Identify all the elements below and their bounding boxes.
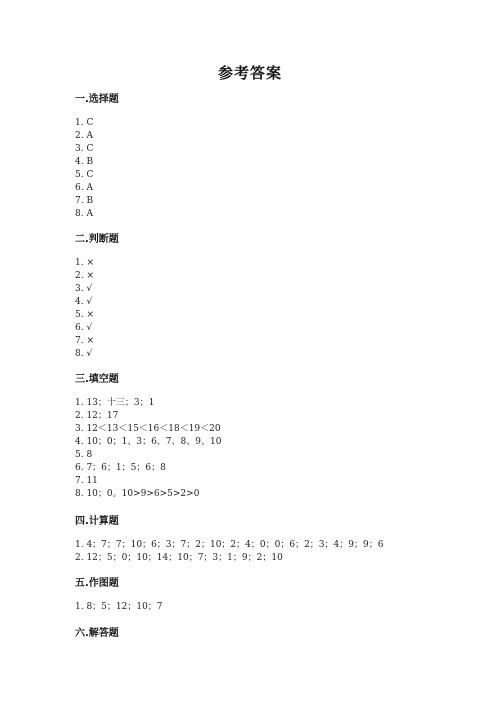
page-title: 参考答案: [217, 64, 282, 82]
answer-item: 3. √: [75, 284, 93, 294]
section-calculation: [75, 516, 435, 565]
answer-item: 2. ×: [75, 271, 94, 281]
answer-item: 3. 12＜13＜15＜16＜18＜19＜20: [75, 424, 221, 434]
answer-item: 1. C: [75, 118, 94, 128]
answer-item: 5. 8: [75, 450, 93, 460]
answer-item: 1. 4；7；7；10；6；3；7；2；10；2；4；0；0；6；2；3；4；9；9；6: [75, 540, 384, 550]
answer-list: [75, 539, 435, 565]
answer-item: 7. 11: [75, 476, 98, 486]
answer-item: 4. √: [75, 297, 93, 307]
answer-item: 2. A: [75, 131, 93, 141]
answer-item: 7. ×: [75, 336, 94, 346]
answer-item: 5. C: [75, 170, 94, 180]
section-heading: 五.作图题: [75, 578, 119, 589]
answer-item: 6. √: [75, 323, 93, 333]
answer-list: [75, 601, 435, 614]
answer-item: 1. 13；十三；3；1: [75, 398, 155, 408]
section-heading: 一.选择题: [75, 94, 119, 105]
section-fill-in-blank: [75, 374, 435, 501]
section-drawing: [75, 578, 435, 614]
answer-item: 1. ×: [75, 258, 94, 268]
answer-item: 8. 10；0。10>9>6>5>2>0: [75, 489, 200, 499]
answer-item: 2. 12；17: [75, 411, 119, 421]
section-heading: 四.计算题: [75, 516, 119, 527]
section-heading: 三.填空题: [75, 374, 119, 385]
answer-item: 3. C: [75, 144, 94, 154]
answer-item: 8. A: [75, 209, 93, 219]
section-multiple-choice: [75, 94, 435, 221]
section-true-false: [75, 234, 435, 361]
answer-item: 8. √: [75, 349, 93, 359]
answer-item: 4. 10；0；1、3；6、7、8、9、10: [75, 437, 222, 447]
answer-list: [75, 257, 435, 361]
answer-item: 7. B: [75, 196, 94, 206]
answer-item: 1. 8；5；12；10；7: [75, 602, 163, 612]
answer-list: [75, 117, 435, 221]
answer-list: [75, 397, 435, 501]
section-heading: 二.判断题: [75, 234, 119, 245]
answer-item: 2. 12；5；0；10；14；10；7；3；1；9；2；10: [75, 553, 283, 563]
answer-item: 6. A: [75, 183, 93, 193]
section-word-problems: [75, 628, 435, 651]
answer-item: 5. ×: [75, 310, 94, 320]
answer-item: 6. 7；6；1；5；6；8: [75, 463, 166, 473]
section-heading: 六.解答题: [75, 628, 119, 639]
answer-item: 4. B: [75, 157, 94, 167]
